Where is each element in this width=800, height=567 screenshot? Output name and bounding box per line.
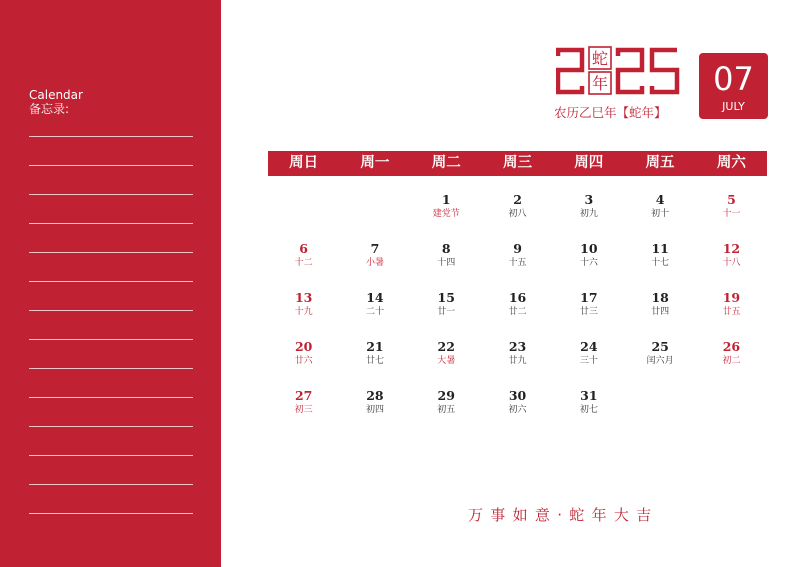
day-number: 16 bbox=[508, 290, 527, 305]
memo-line bbox=[29, 368, 193, 369]
day-number: 27 bbox=[294, 388, 313, 403]
day-number: 22 bbox=[437, 339, 455, 354]
day-cell[interactable] bbox=[411, 241, 482, 269]
year-logo-graphic bbox=[556, 46, 680, 98]
day-cell[interactable] bbox=[339, 339, 410, 367]
memo-title bbox=[29, 88, 83, 116]
day-cell[interactable] bbox=[482, 192, 553, 220]
day-cell[interactable] bbox=[268, 339, 339, 367]
memo-title-en: Calendar bbox=[29, 88, 83, 102]
day-number: 5 bbox=[727, 192, 736, 207]
day-cell[interactable] bbox=[411, 192, 482, 220]
memo-line bbox=[29, 165, 193, 166]
lunar-date: 廿四 bbox=[651, 307, 670, 317]
day-cell[interactable] bbox=[553, 339, 624, 367]
lunar-date: 初八 bbox=[508, 209, 527, 219]
memo-line bbox=[29, 397, 193, 398]
logo-seal-char-1: 蛇 bbox=[591, 49, 609, 68]
memo-line bbox=[29, 223, 193, 224]
day-number: 24 bbox=[580, 339, 598, 354]
day-number: 18 bbox=[651, 290, 669, 305]
memo-line bbox=[29, 484, 193, 485]
lunar-date: 大暑 bbox=[437, 356, 456, 366]
lunar-date: 初十 bbox=[651, 209, 670, 219]
day-number: 31 bbox=[580, 388, 598, 403]
day-cell[interactable] bbox=[339, 241, 410, 269]
day-number: 26 bbox=[722, 339, 741, 354]
day-cell[interactable] bbox=[553, 241, 624, 269]
day-cell[interactable] bbox=[411, 388, 482, 416]
lunar-date: 闰六月 bbox=[646, 356, 674, 366]
day-number: 13 bbox=[294, 290, 313, 305]
day-number: 10 bbox=[580, 241, 598, 256]
month-name: JULY bbox=[722, 100, 745, 113]
day-number: 20 bbox=[294, 339, 313, 354]
day-cell[interactable] bbox=[339, 388, 410, 416]
lunar-date: 廿一 bbox=[437, 307, 456, 317]
lunar-date: 廿二 bbox=[508, 307, 527, 317]
logo-digit-2b bbox=[618, 50, 642, 92]
weekday-header bbox=[268, 151, 767, 176]
day-number: 9 bbox=[513, 241, 522, 256]
lunar-date: 廿五 bbox=[722, 307, 741, 317]
memo-sidebar bbox=[0, 0, 221, 567]
memo-line bbox=[29, 426, 193, 427]
day-cell[interactable] bbox=[268, 241, 339, 269]
lunar-date: 初六 bbox=[508, 405, 527, 415]
day-number: 6 bbox=[299, 241, 308, 256]
day-number: 14 bbox=[366, 290, 384, 305]
day-number: 3 bbox=[584, 192, 594, 207]
memo-line bbox=[29, 194, 193, 195]
day-cell[interactable] bbox=[553, 290, 624, 318]
lunar-date: 十七 bbox=[651, 258, 670, 268]
weekday-label: 周一 bbox=[360, 155, 390, 171]
lunar-year-label: 农历乙巳年【蛇年】 bbox=[554, 105, 667, 120]
day-number: 15 bbox=[437, 290, 455, 305]
lunar-date: 十一 bbox=[722, 209, 741, 219]
day-number: 2 bbox=[513, 192, 522, 207]
day-cell[interactable] bbox=[482, 339, 553, 367]
memo-title-cn: 备忘录: bbox=[29, 102, 70, 116]
logo-seal-char-2: 年 bbox=[591, 74, 609, 93]
day-number: 12 bbox=[722, 241, 741, 256]
day-cell[interactable] bbox=[339, 290, 410, 318]
day-number: 11 bbox=[651, 241, 669, 256]
lunar-date: 十四 bbox=[437, 258, 456, 268]
logo-digit-5 bbox=[652, 50, 677, 92]
lunar-date: 十八 bbox=[722, 258, 741, 268]
lunar-date: 二十 bbox=[365, 307, 384, 317]
month-badge bbox=[699, 53, 768, 119]
day-number: 17 bbox=[580, 290, 598, 305]
lunar-date: 十六 bbox=[579, 258, 598, 268]
day-cell[interactable] bbox=[268, 290, 339, 318]
day-cell[interactable] bbox=[696, 192, 767, 220]
lunar-date: 十九 bbox=[294, 307, 313, 317]
lunar-date: 廿九 bbox=[508, 356, 527, 366]
day-number: 8 bbox=[441, 241, 451, 256]
lunar-date: 建党节 bbox=[432, 209, 460, 219]
day-cell[interactable] bbox=[268, 388, 339, 416]
day-cell[interactable] bbox=[696, 339, 767, 367]
day-number: 4 bbox=[655, 192, 665, 207]
memo-line bbox=[29, 455, 193, 456]
day-cell[interactable] bbox=[482, 290, 553, 318]
weekday-label: 周日 bbox=[289, 155, 319, 171]
day-number: 29 bbox=[437, 388, 455, 403]
day-cell[interactable] bbox=[625, 241, 696, 269]
day-number: 21 bbox=[366, 339, 384, 354]
lunar-date: 十二 bbox=[294, 258, 313, 268]
footer-slogan: 万事如意·蛇年大吉 bbox=[468, 506, 659, 524]
day-number: 23 bbox=[508, 339, 527, 354]
day-number: 1 bbox=[441, 192, 451, 207]
lunar-date: 廿三 bbox=[579, 307, 598, 317]
day-cell[interactable] bbox=[553, 192, 624, 220]
lunar-date: 初九 bbox=[579, 209, 598, 219]
day-number: 7 bbox=[370, 241, 380, 256]
weekday-label: 周五 bbox=[645, 155, 675, 171]
day-cell[interactable] bbox=[482, 241, 553, 269]
lunar-date: 初二 bbox=[722, 356, 741, 366]
day-cell[interactable] bbox=[411, 339, 482, 367]
lunar-date: 小暑 bbox=[365, 258, 384, 268]
day-number: 30 bbox=[508, 388, 527, 403]
day-number: 28 bbox=[366, 388, 384, 403]
lunar-date: 十五 bbox=[508, 258, 527, 268]
weekday-label: 周四 bbox=[574, 155, 604, 171]
memo-line bbox=[29, 281, 193, 282]
lunar-date: 三十 bbox=[579, 356, 598, 366]
lunar-date: 廿六 bbox=[294, 356, 313, 366]
day-cell[interactable] bbox=[482, 388, 553, 416]
day-cell[interactable] bbox=[411, 290, 482, 318]
month-number: 07 bbox=[713, 60, 754, 98]
day-cell[interactable] bbox=[625, 192, 696, 220]
weekday-label: 周六 bbox=[716, 155, 746, 171]
memo-line bbox=[29, 339, 193, 340]
logo-digit-2a bbox=[558, 50, 582, 92]
lunar-date: 初五 bbox=[437, 405, 456, 415]
lunar-date: 初三 bbox=[294, 405, 313, 415]
weekday-label: 周二 bbox=[431, 155, 461, 171]
day-cell[interactable] bbox=[553, 388, 624, 416]
day-cell[interactable] bbox=[696, 290, 767, 318]
weekday-label: 周三 bbox=[502, 155, 532, 171]
day-cell[interactable] bbox=[625, 290, 696, 318]
day-number: 19 bbox=[722, 290, 741, 305]
memo-line bbox=[29, 513, 193, 514]
memo-line bbox=[29, 310, 193, 311]
year-logo bbox=[556, 46, 680, 98]
lunar-date: 初七 bbox=[579, 405, 598, 415]
memo-line bbox=[29, 136, 193, 137]
lunar-date: 初四 bbox=[365, 405, 384, 415]
day-number: 25 bbox=[651, 339, 669, 354]
lunar-date: 廿七 bbox=[365, 356, 384, 366]
day-cell[interactable] bbox=[625, 339, 696, 367]
memo-line bbox=[29, 252, 193, 253]
day-cell[interactable] bbox=[696, 241, 767, 269]
